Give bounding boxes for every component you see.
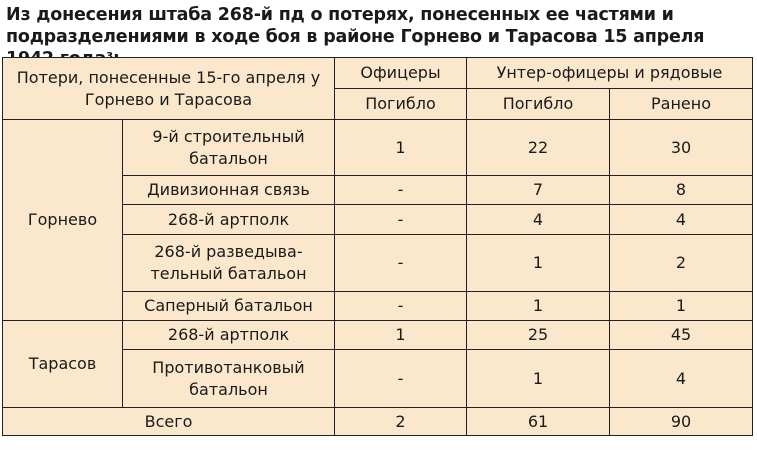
total-row: [3, 408, 753, 436]
title-text: Из донесения штаба 268-й пд о потерях, понесенных ее частями и подразделениями в ходе боя в районе Горнево и Тарасова 15 апреля: [6, 5, 705, 47]
officers-header-cell: Офицеры: [335, 58, 467, 89]
officers-killed-cell: 1: [335, 120, 467, 176]
table-row: [3, 120, 753, 176]
nco-soldiers-header-cell: Унтер-офицеры и рядовые: [467, 58, 753, 89]
officers-killed-cell: -: [335, 350, 467, 408]
place-cell-gornevo: Горнево: [3, 120, 123, 321]
officers-killed-cell: 1: [335, 321, 467, 350]
wounded-cell: 8: [610, 176, 753, 205]
losses-header-cell: Потери, понесенные 15-го апреля у Горнево и Тарасова: [3, 58, 335, 120]
unit-cell: Саперный батальон: [123, 292, 335, 321]
unit-cell: 268-й артполк: [123, 321, 335, 350]
unit-cell: 268-й разведыва-тельный батальон: [123, 235, 335, 292]
place-cell-tarasov: Тарасов: [3, 321, 123, 408]
killed-cell: 4: [467, 205, 610, 235]
wounded-cell: 1: [610, 292, 753, 321]
total-wounded-cell: 90: [610, 408, 753, 436]
killed-cell: 25: [467, 321, 610, 350]
killed-cell: 22: [467, 120, 610, 176]
wounded-cell: 4: [610, 350, 753, 408]
killed-cell: 1: [467, 292, 610, 321]
total-label-cell: Всего: [3, 408, 335, 436]
killed-cell: 7: [467, 176, 610, 205]
unit-cell: Дивизионная связь: [123, 176, 335, 205]
wounded-cell: 30: [610, 120, 753, 176]
soldiers-wounded-header-cell: Ранено: [610, 89, 753, 120]
wounded-cell: 45: [610, 321, 753, 350]
officers-killed-cell: -: [335, 292, 467, 321]
losses-table: [2, 57, 753, 436]
unit-cell: 9-й строительный батальон: [123, 120, 335, 176]
officers-killed-header-cell: Погибло: [335, 89, 467, 120]
killed-cell: 1: [467, 350, 610, 408]
killed-cell: 1: [467, 235, 610, 292]
officers-killed-cell: -: [335, 176, 467, 205]
unit-cell: 268-й артполк: [123, 205, 335, 235]
wounded-cell: 2: [610, 235, 753, 292]
officers-killed-cell: -: [335, 235, 467, 292]
wounded-cell: 4: [610, 205, 753, 235]
soldiers-killed-header-cell: Погибло: [467, 89, 610, 120]
total-killed-cell: 61: [467, 408, 610, 436]
table-row: [3, 321, 753, 350]
officers-killed-cell: -: [335, 205, 467, 235]
unit-cell: Противотанковый батальон: [123, 350, 335, 408]
header-row-1: [3, 58, 753, 89]
total-officers-killed-cell: 2: [335, 408, 467, 436]
